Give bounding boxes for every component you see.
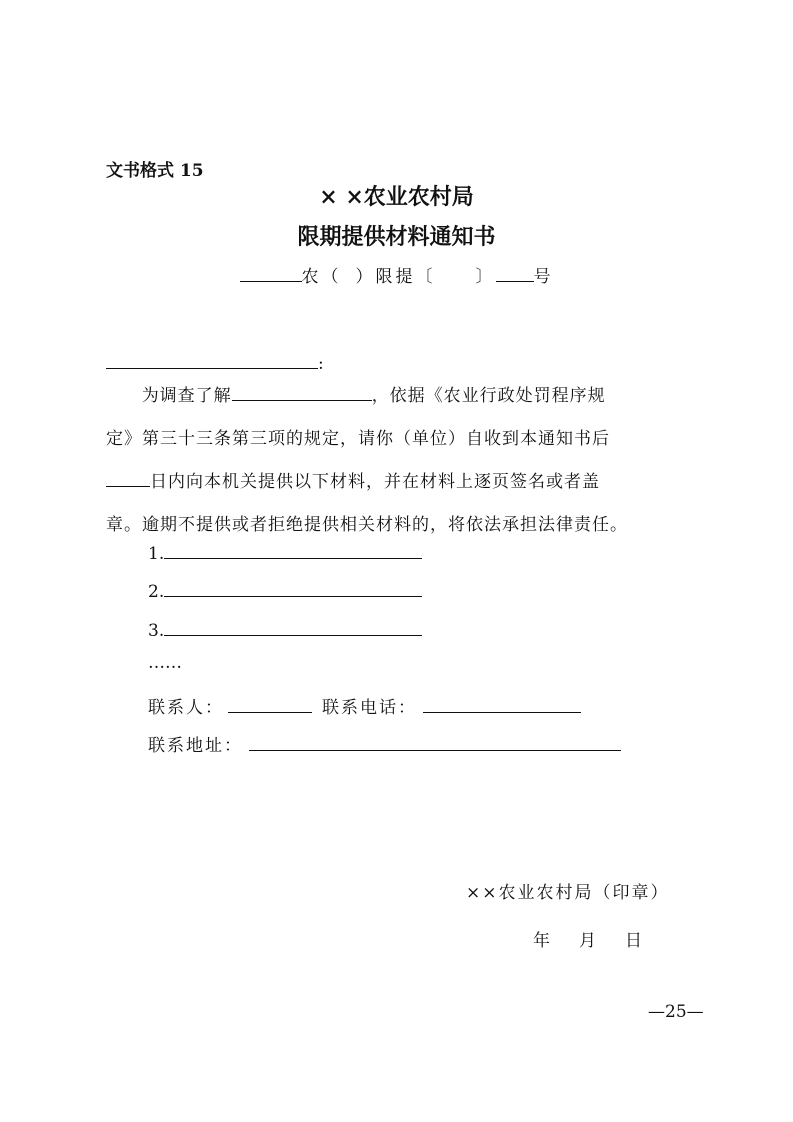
contact-address-blank[interactable] [249,732,621,751]
contact-phone-label: 联系电话： [322,698,417,718]
page-number: —25— [648,1002,704,1022]
format-label: 文书格式 15 [106,161,204,181]
doc-number-blank-2[interactable] [496,263,534,282]
doc-number-text-4: 号 [533,267,554,287]
notice-paragraph [106,375,688,547]
contact-address-label: 联系地址： [148,736,243,756]
agency-title: × ×农业农村局 [319,184,474,210]
material-item-3 [148,617,422,641]
document-title: 限期提供材料通知书 [297,224,496,250]
addressee-blank[interactable] [106,350,318,369]
contact-person-label: 联系人： [148,698,224,718]
material-blank-2[interactable] [164,578,422,597]
issuer-seal: ××农业农村局（印章） [466,883,670,903]
doc-number-text-1: 农（ [301,267,342,287]
material-item-1 [148,540,422,564]
issue-date: 年 月 日 [533,931,648,951]
doc-number-text-3: 〕 [475,267,496,287]
material-blank-3[interactable] [164,617,422,636]
address-row [148,731,621,756]
days-blank[interactable] [106,468,150,487]
ellipsis: …… [148,653,182,673]
doc-number-text-2: ）限提〔 [355,267,436,287]
para-line-4: 章。逾期不提供或者拒绝提供相关材料的，将依法承担法律责任。 [106,515,628,535]
contact-phone-blank[interactable] [423,694,581,713]
para-line-1 [106,375,688,418]
item-number: 3. [148,621,165,641]
item-number: 2. [148,582,165,602]
document-number [0,262,793,287]
para-text: ，依据《农业行政处罚程序规 [371,386,606,406]
contact-row [148,693,581,718]
para-line-3 [106,461,688,504]
material-item-2 [148,578,422,602]
doc-number-blank-1[interactable] [240,263,302,282]
para-text: 为调查了解 [141,386,232,406]
para-line-2: 定》第三十三条第三项的规定，请你（单位）自收到本通知书后 [106,429,610,449]
contact-person-blank[interactable] [228,694,312,713]
addressee-colon: : [318,354,324,374]
para-text: 日内向本机关提供以下材料，并在材料上逐页签名或者盖 [150,472,600,492]
addressee-line [106,350,324,374]
investigation-subject-blank[interactable] [232,382,372,401]
material-blank-1[interactable] [164,540,422,559]
item-number: 1. [148,544,165,564]
